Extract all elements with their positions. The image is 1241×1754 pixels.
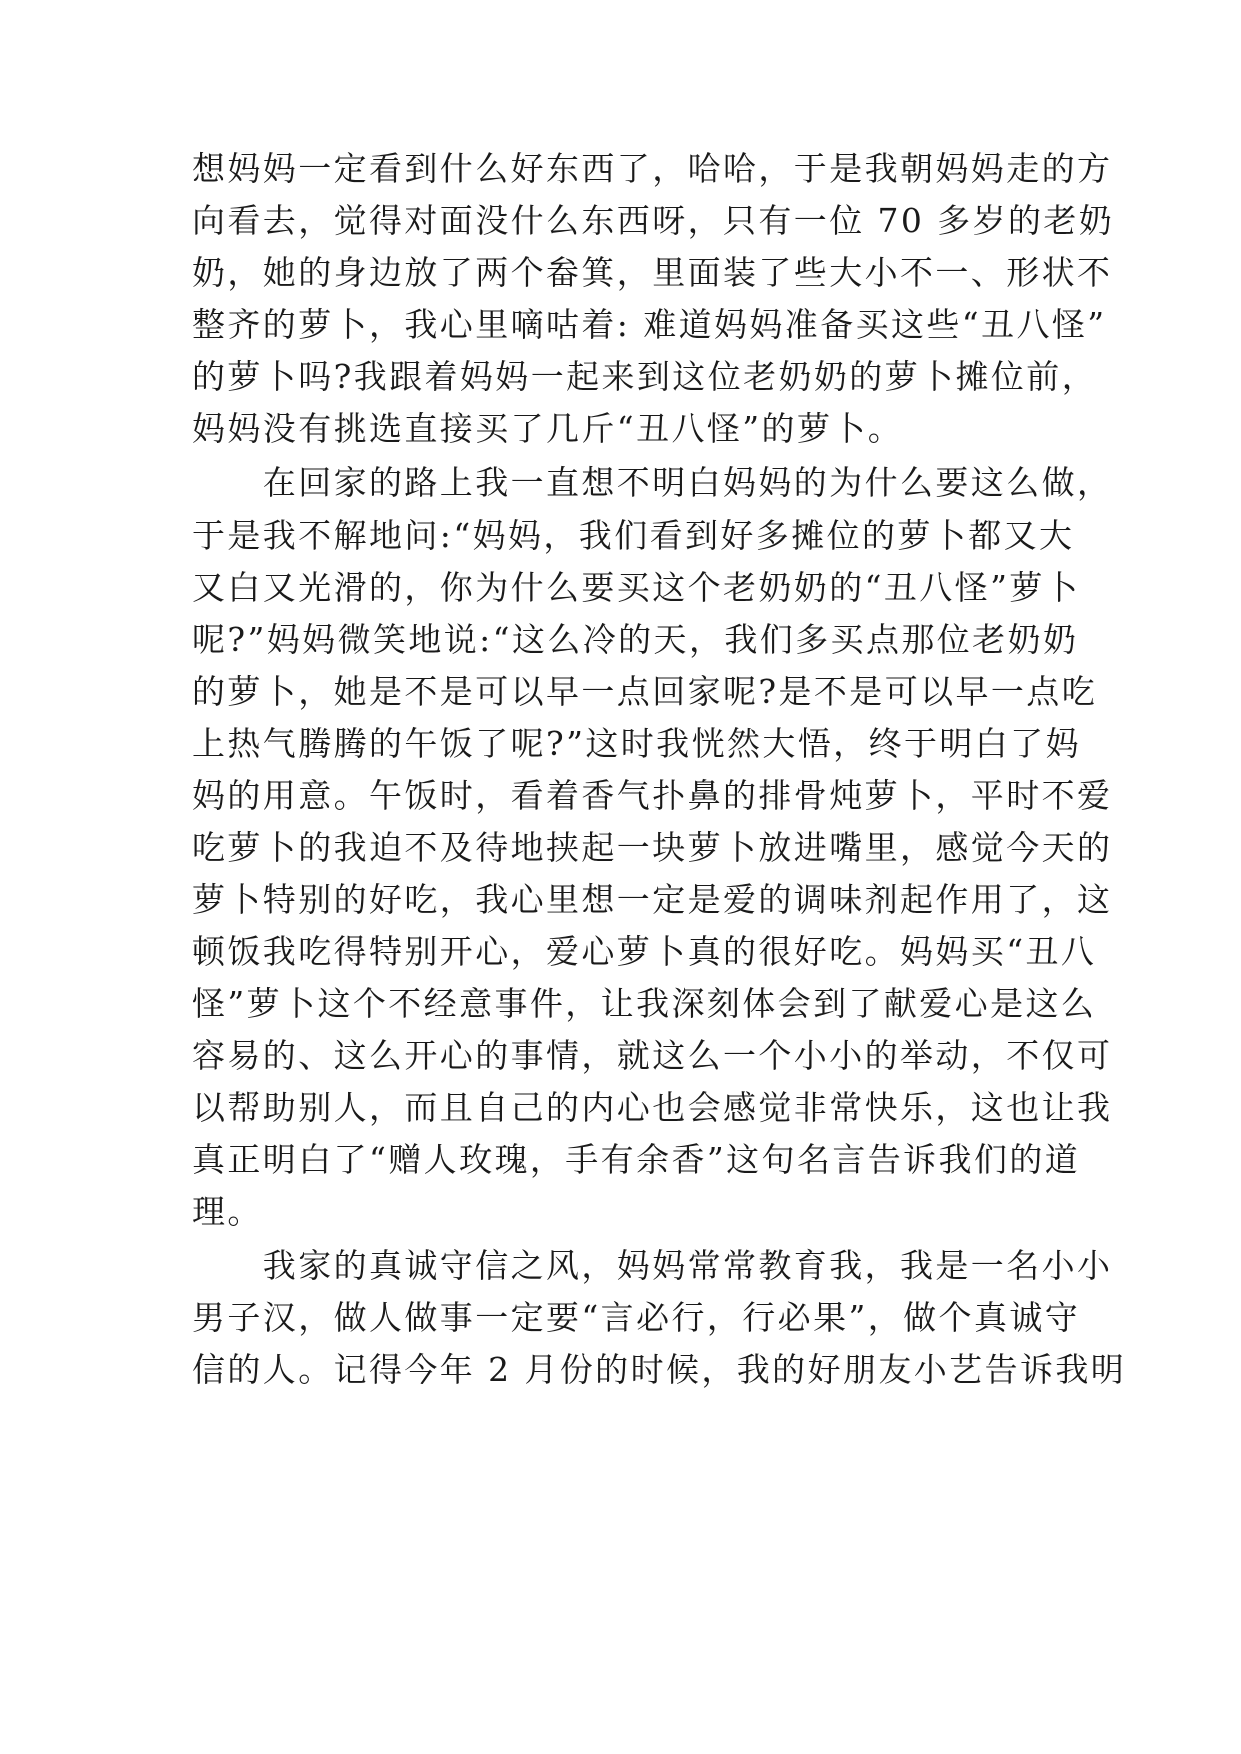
text-line: 想妈妈一定看到什么好东西了，哈哈，于是我朝妈妈走的方 <box>192 149 1113 188</box>
text-line: 男子汉，做人做事一定要“言必行，行必果”，做个真诚守 <box>192 1298 1081 1337</box>
text-line: 怪”萝卜这个不经意事件，让我深刻体会到了献爱心是这么 <box>192 984 1097 1023</box>
text-line: 理。 <box>192 1192 263 1231</box>
text-line: 的萝卜吗?我跟着妈妈一起来到这位老奶奶的萝卜摊位前， <box>192 357 1098 396</box>
text-line: 妈妈没有挑选直接买了几斤“丑八怪”的萝卜。 <box>192 409 904 448</box>
text-line: 在回家的路上我一直想不明白妈妈的为什么要这么做， <box>192 463 1113 502</box>
text-line: 妈的用意。午饭时，看着香气扑鼻的排骨炖萝卜，平时不爱 <box>192 776 1113 815</box>
text-line: 上热气腾腾的午饭了呢?”这时我恍然大悟，终于明白了妈 <box>192 724 1081 763</box>
text-line: 整齐的萝卜，我心里嘀咕着: 难道妈妈准备买这些“丑八怪” <box>192 305 1107 344</box>
text-line: 呢?”妈妈微笑地说:“这么冷的天，我们多买点那位老奶奶 <box>192 620 1079 659</box>
text-line: 奶，她的身边放了两个畚箕，里面装了些大小不一、形状不 <box>192 253 1113 292</box>
text-line: 向看去，觉得对面没什么东西呀，只有一位 70 多岁的老奶 <box>192 201 1115 240</box>
text-line: 吃萝卜的我迫不及待地挟起一块萝卜放进嘴里，感觉今天的 <box>192 828 1113 867</box>
text-line: 于是我不解地问:“妈妈，我们看到好多摊位的萝卜都又大 <box>192 516 1075 555</box>
text-line: 又白又光滑的，你为什么要买这个老奶奶的“丑八怪”萝卜 <box>192 568 1081 607</box>
text-line: 的萝卜，她是不是可以早一点回家呢?是不是可以早一点吃 <box>192 672 1098 711</box>
text-line: 信的人。记得今年 2 月份的时候，我的好朋友小艺告诉我明 <box>192 1350 1127 1389</box>
text-line: 真正明白了“赠人玫瑰，手有余香”这句名言告诉我们的道 <box>192 1140 1081 1179</box>
text-line: 萝卜特别的好吃，我心里想一定是爱的调味剂起作用了，这 <box>192 880 1113 919</box>
text-line: 我家的真诚守信之风，妈妈常常教育我，我是一名小小 <box>192 1246 1113 1285</box>
text-line: 容易的、这么开心的事情，就这么一个小小的举动，不仅可 <box>192 1036 1113 1075</box>
text-line: 以帮助别人，而且自己的内心也会感觉非常快乐，这也让我 <box>192 1088 1113 1127</box>
text-line: 顿饭我吃得特别开心，爱心萝卜真的很好吃。妈妈买“丑八 <box>192 932 1097 971</box>
